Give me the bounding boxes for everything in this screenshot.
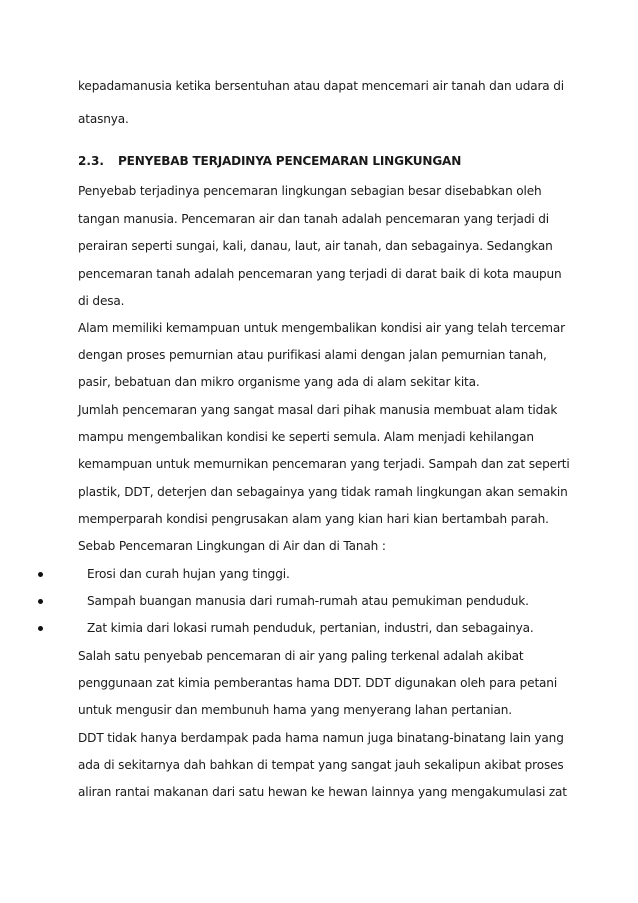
text-line: aliran rantai makanan dari satu hewan ke hewan lainnya yang mengakumulasi zat <box>78 785 567 799</box>
text-line: plastik, DDT, deterjen dan sebagainya yang tidak ramah lingkungan akan semakin <box>78 485 568 499</box>
text-line: kepadamanusia ketika bersentuhan atau dapat mencemari air tanah dan udara di <box>78 79 564 93</box>
text-line: penggunaan zat kimia pemberantas hama DDT. DDT digunakan oleh para petani <box>78 676 558 690</box>
section-title: PENYEBAB TERJADINYA PENCEMARAN LINGKUNGAN <box>118 154 462 168</box>
text-line: ada di sekitarnya dah bahkan di tempat yang sangat jauh sekalipun akibat proses <box>78 758 564 772</box>
text-line: Penyebab terjadinya pencemaran lingkungan sebagian besar disebabkan oleh <box>78 184 542 198</box>
list-item: Erosi dan curah hujan yang tinggi. <box>87 567 290 581</box>
text-line: Jumlah pencemaran yang sangat masal dari pihak manusia membuat alam tidak <box>78 403 558 417</box>
text-line: mampu mengembalikan kondisi ke seperti semula. Alam menjadi kehilangan <box>78 430 534 444</box>
text-line: untuk mengusir dan membunuh hama yang menyerang lahan pertanian. <box>78 703 512 717</box>
bullet-icon <box>38 599 43 604</box>
text-line: Salah satu penyebab pencemaran di air yang paling terkenal adalah akibat <box>78 649 524 663</box>
text-line: atasnya. <box>78 112 129 126</box>
text-line: dengan proses pemurnian atau purifikasi alami dengan jalan pemurnian tanah, <box>78 348 547 362</box>
bullet-icon <box>38 572 43 577</box>
list-item: Sampah buangan manusia dari rumah-rumah atau pemukiman penduduk. <box>87 594 529 608</box>
text-line: Sebab Pencemaran Lingkungan di Air dan di Tanah : <box>78 539 386 553</box>
text-line: DDT tidak hanya berdampak pada hama namun juga binatang-binatang lain yang <box>78 731 564 745</box>
text-line: di desa. <box>78 294 125 308</box>
text-line: kemampuan untuk memurnikan pencemaran yang terjadi. Sampah dan zat seperti <box>78 457 570 471</box>
text-line: memperparah kondisi pengrusakan alam yang kian hari kian bertambah parah. <box>78 512 549 526</box>
text-line: pencemaran tanah adalah pencemaran yang terjadi di darat baik di kota maupun <box>78 267 562 281</box>
text-line: tangan manusia. Pencemaran air dan tanah adalah pencemaran yang terjadi di <box>78 212 549 226</box>
list-item: Zat kimia dari lokasi rumah penduduk, pertanian, industri, dan sebagainya. <box>87 621 534 635</box>
text-line: Alam memiliki kemampuan untuk mengembalikan kondisi air yang telah tercemar <box>78 321 565 335</box>
bullet-icon <box>38 626 43 631</box>
text-line: perairan seperti sungai, kali, danau, laut, air tanah, dan sebagainya. Sedangkan <box>78 239 553 253</box>
text-line: pasir, bebatuan dan mikro organisme yang ada di alam sekitar kita. <box>78 375 480 389</box>
section-number: 2.3. <box>78 154 105 168</box>
